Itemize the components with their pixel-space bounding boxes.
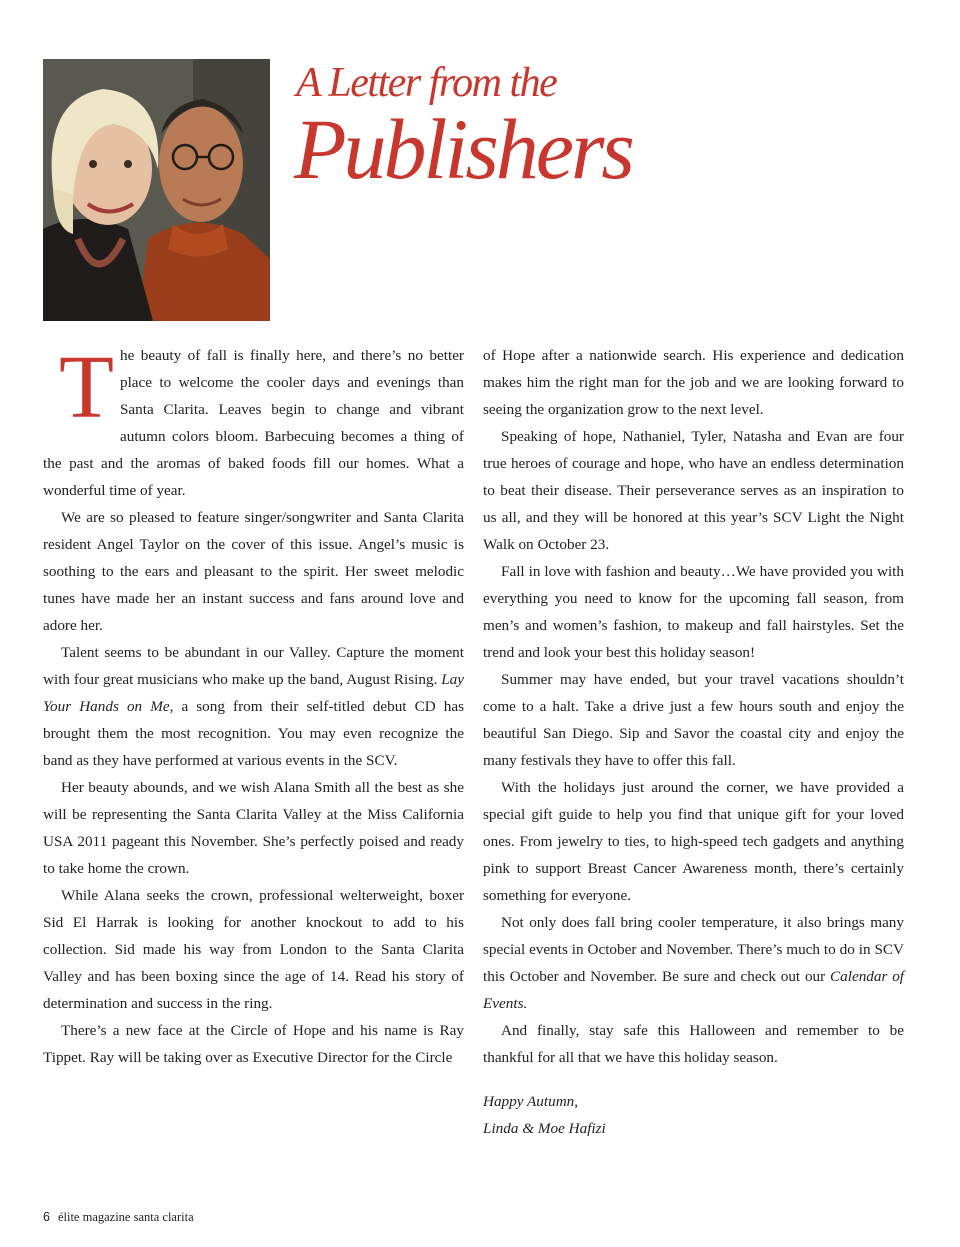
page-footer [43, 1210, 194, 1225]
paragraph: While Alana seeks the crown, professional welterweight, boxer Sid El Harrak is looking for another knockout to add to his collection. Sid made his way from London to the Santa Clarita Valley and has been boxing since the age of 14. Read his story of determination and success in the ring. [43, 887, 464, 1012]
paragraph: And finally, stay safe this Halloween and remember to be thankful for all that we have this holiday season. [483, 1022, 904, 1066]
paragraph: The beauty of fall is finally here, and there’s no better place to welcome the cooler days and evenings than Santa Clarita. Leaves begin to change and vibrant autumn colors bloom. Barbecuing becomes a thing of the past and the aromas of baked foods fill our homes. What a wonderful time of year. [43, 338, 464, 499]
signature: Linda & Moe Hafizi [483, 1120, 606, 1137]
publishers-photo [43, 59, 270, 321]
article-column-right [483, 342, 904, 1142]
paragraph: Fall in love with fashion and beauty…We have provided you with everything you need to know for the upcoming fall season, from men’s and women’s fashion, to makeup and fall hairstyles. Set the trend and look your best this holiday season! [483, 563, 904, 661]
song-title: Lay Your Hands on Me [43, 671, 464, 715]
calendar-reference: Calendar of Events. [483, 968, 905, 1012]
paragraph: Talent seems to be abundant in our Valley. Capture the moment with four great musicians who make up the band, August Rising. Lay Your Hands on Me, a song from their self-titled debut CD has brought them the most recognition. You may even recognize the band as they have performed at various events in the SCV. [43, 644, 464, 769]
paragraph: Speaking of hope, Nathaniel, Tyler, Natasha and Evan are four true heroes of courage and hope, who have an endless determination to beat their disease. Their perseverance serves as an inspiration to us all, and they will be honored at this year’s SCV Light the Night Walk on October 23. [483, 428, 904, 553]
paragraph: Summer may have ended, but your travel vacations shouldn’t come to a halt. Take a drive just a few hours south and enjoy the beautiful San Diego. Sip and Savor the coastal city and enjoy the many festivals they have to offer this fall. [483, 671, 904, 769]
title-line-1: A Letter from the [296, 60, 557, 106]
drop-cap: T [59, 338, 114, 437]
publication-name: élite magazine santa clarita [57, 1210, 194, 1224]
page-number: 6 [43, 1210, 50, 1224]
paragraph: We are so pleased to feature singer/songwriter and Santa Clarita resident Angel Taylor on the cover of this issue. Angel’s music is soothing to the ears and pleasant to the spirit. Her sweet melodic tunes have made her an instant success and fans around love and adore her. [43, 509, 464, 634]
closing: Happy Autumn, [483, 1093, 579, 1110]
paragraph: There’s a new face at the Circle of Hope and his name is Ray Tippet. Ray will be taking over as Executive Director for the Circle [43, 1022, 464, 1066]
paragraph: Her beauty abounds, and we wish Alana Smith all the best as she will be representing the Santa Clarita Valley at the Miss California USA 2011 pageant this November. She’s perfectly poised and ready to take home the crown. [43, 779, 464, 877]
paragraph: of Hope after a nationwide search. His experience and dedication makes him the right man for the job and we are looking forward to seeing the organization grow to the next level. [483, 347, 904, 418]
title-line-2: Publishers [294, 101, 632, 197]
article-column-left [43, 338, 464, 1071]
paragraph: Not only does fall bring cooler temperature, it also brings many special events in October and November. There’s much to do in SCV this October and November. Be sure and check out our Calendar of Events. [483, 914, 905, 1012]
signature-block [483, 1088, 904, 1142]
paragraph: With the holidays just around the corner, we have provided a special gift guide to help you find that unique gift for your loved ones. From jewelry to ties, to high-speed tech gadgets and anything pink to support Breast Cancer Awareness month, there’s certainly something for everyone. [483, 779, 904, 904]
